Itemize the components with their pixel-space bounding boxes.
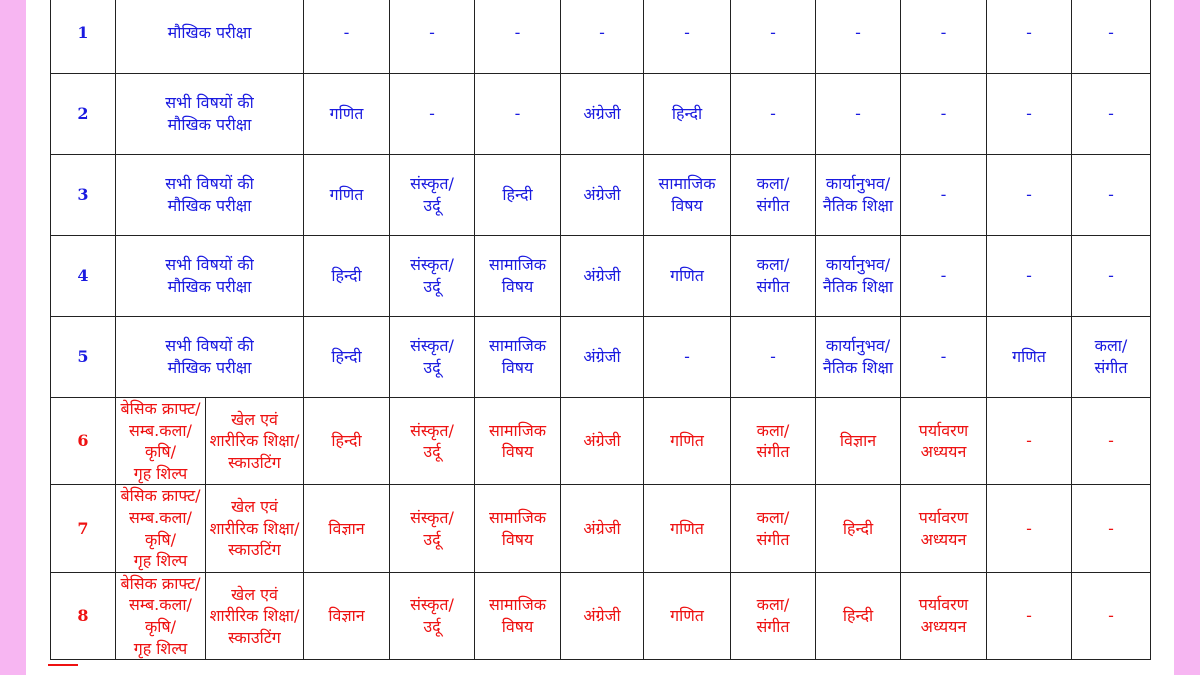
table-cell: - [731,317,816,398]
exam-timetable [50,0,1151,660]
table-cell: गणित [987,317,1072,398]
table-cell: - [1072,485,1151,572]
table-cell: - [475,74,561,155]
table-cell: गणित [304,155,390,236]
table-cell: सामाजिक विषय [475,398,561,485]
table-cell: - [816,0,901,74]
table-cell: विज्ञान [304,572,390,659]
table-cell: कार्यानुभव/ नैतिक शिक्षा [816,155,901,236]
table-cell: - [901,236,987,317]
table-cell: संस्कृत/ उर्दू [390,398,475,485]
table-cell: - [1072,236,1151,317]
table-cell: हिन्दी [644,74,731,155]
table-cell: बेसिक क्राफ्ट/ सम्ब.कला/ कृषि/ गृह शिल्प [116,572,206,659]
table-cell: संस्कृत/ उर्दू [390,485,475,572]
table-cell: विज्ञान [816,398,901,485]
table-cell: हिन्दी [304,398,390,485]
table-cell: कला/ संगीत [731,572,816,659]
table-cell: सभी विषयों की मौखिक परीक्षा [116,236,304,317]
table-cell: गणित [644,572,731,659]
table-cell: पर्यावरण अध्ययन [901,572,987,659]
table-cell: अंग्रेजी [561,572,644,659]
table-cell: कला/ संगीत [731,155,816,236]
class-number: 2 [51,74,116,155]
table-cell: हिन्दी [816,572,901,659]
table-cell: - [644,317,731,398]
table-cell: सभी विषयों की मौखिक परीक्षा [116,74,304,155]
table-cell: - [987,236,1072,317]
table-cell: खेल एवं शारीरिक शिक्षा/ स्काउटिंग [206,485,304,572]
table-cell: - [1072,74,1151,155]
class-number: 3 [51,155,116,236]
table-cell: गणित [644,236,731,317]
table-cell: संस्कृत/ उर्दू [390,155,475,236]
table-cell: - [475,0,561,74]
table-cell: - [987,74,1072,155]
table-cell: अंग्रेजी [561,74,644,155]
table-cell: - [644,0,731,74]
table-cell: सभी विषयों की मौखिक परीक्षा [116,155,304,236]
table-cell: संस्कृत/ उर्दू [390,572,475,659]
table-cell: पर्यावरण अध्ययन [901,398,987,485]
table-cell: हिन्दी [304,236,390,317]
table-cell: कार्यानुभव/ नैतिक शिक्षा [816,236,901,317]
table-cell: - [901,0,987,74]
table-row [51,155,1151,236]
table-cell: सामाजिक विषय [475,572,561,659]
table-cell: कला/ संगीत [731,398,816,485]
table-cell: सामाजिक विषय [475,236,561,317]
table-cell: बेसिक क्राफ्ट/ सम्ब.कला/ कृषि/ गृह शिल्प [116,485,206,572]
left-pink-band [0,0,26,675]
table-cell: बेसिक क्राफ्ट/ सम्ब.कला/ कृषि/ गृह शिल्प [116,398,206,485]
class-number: 1 [51,0,116,74]
table-cell: सभी विषयों की मौखिक परीक्षा [116,317,304,398]
table-cell: - [1072,155,1151,236]
footer-note-mark [48,664,78,672]
table-cell: सामाजिक विषय [475,317,561,398]
table-cell: - [987,155,1072,236]
table-cell: - [390,0,475,74]
right-pink-band [1174,0,1200,675]
table-cell: हिन्दी [816,485,901,572]
table-cell: हिन्दी [304,317,390,398]
table-cell: गणित [304,74,390,155]
table-cell: अंग्रेजी [561,398,644,485]
table-cell: संस्कृत/ उर्दू [390,236,475,317]
table-cell: अंग्रेजी [561,155,644,236]
document-sheet [26,0,1174,675]
table-cell: गणित [644,485,731,572]
class-number: 7 [51,485,116,572]
table-row [51,398,1151,485]
table-cell: कार्यानुभव/ नैतिक शिक्षा [816,317,901,398]
class-number: 8 [51,572,116,659]
table-cell: कला/ संगीत [731,485,816,572]
table-row [51,572,1151,659]
table-cell: सामाजिक विषय [644,155,731,236]
table-cell: हिन्दी [475,155,561,236]
class-number: 6 [51,398,116,485]
table-cell: - [901,155,987,236]
table-cell: गणित [644,398,731,485]
table-cell: - [987,398,1072,485]
table-cell: अंग्रेजी [561,485,644,572]
table-cell: खेल एवं शारीरिक शिक्षा/ स्काउटिंग [206,572,304,659]
table-cell: - [987,572,1072,659]
table-cell: अंग्रेजी [561,317,644,398]
class-number: 5 [51,317,116,398]
table-cell: कला/ संगीत [1072,317,1151,398]
table-cell: - [390,74,475,155]
table-cell: - [1072,572,1151,659]
table-row [51,317,1151,398]
table-cell: पर्यावरण अध्ययन [901,485,987,572]
table-cell: - [901,317,987,398]
table-cell: संस्कृत/ उर्दू [390,317,475,398]
table-cell: - [987,485,1072,572]
table-cell: खेल एवं शारीरिक शिक्षा/ स्काउटिंग [206,398,304,485]
table-cell: विज्ञान [304,485,390,572]
table-cell: - [731,0,816,74]
table-row [51,74,1151,155]
table-cell: - [1072,398,1151,485]
table-cell: - [816,74,901,155]
table-cell: - [901,74,987,155]
table-cell: - [987,0,1072,74]
table-cell: अंग्रेजी [561,236,644,317]
table-cell: - [304,0,390,74]
table-row [51,485,1151,572]
table-cell: कला/ संगीत [731,236,816,317]
table-cell: - [561,0,644,74]
table-cell: सामाजिक विषय [475,485,561,572]
class-number: 4 [51,236,116,317]
table-cell: - [731,74,816,155]
table-cell: मौखिक परीक्षा [116,0,304,74]
table-row [51,236,1151,317]
table-row [51,0,1151,74]
table-cell: - [1072,0,1151,74]
